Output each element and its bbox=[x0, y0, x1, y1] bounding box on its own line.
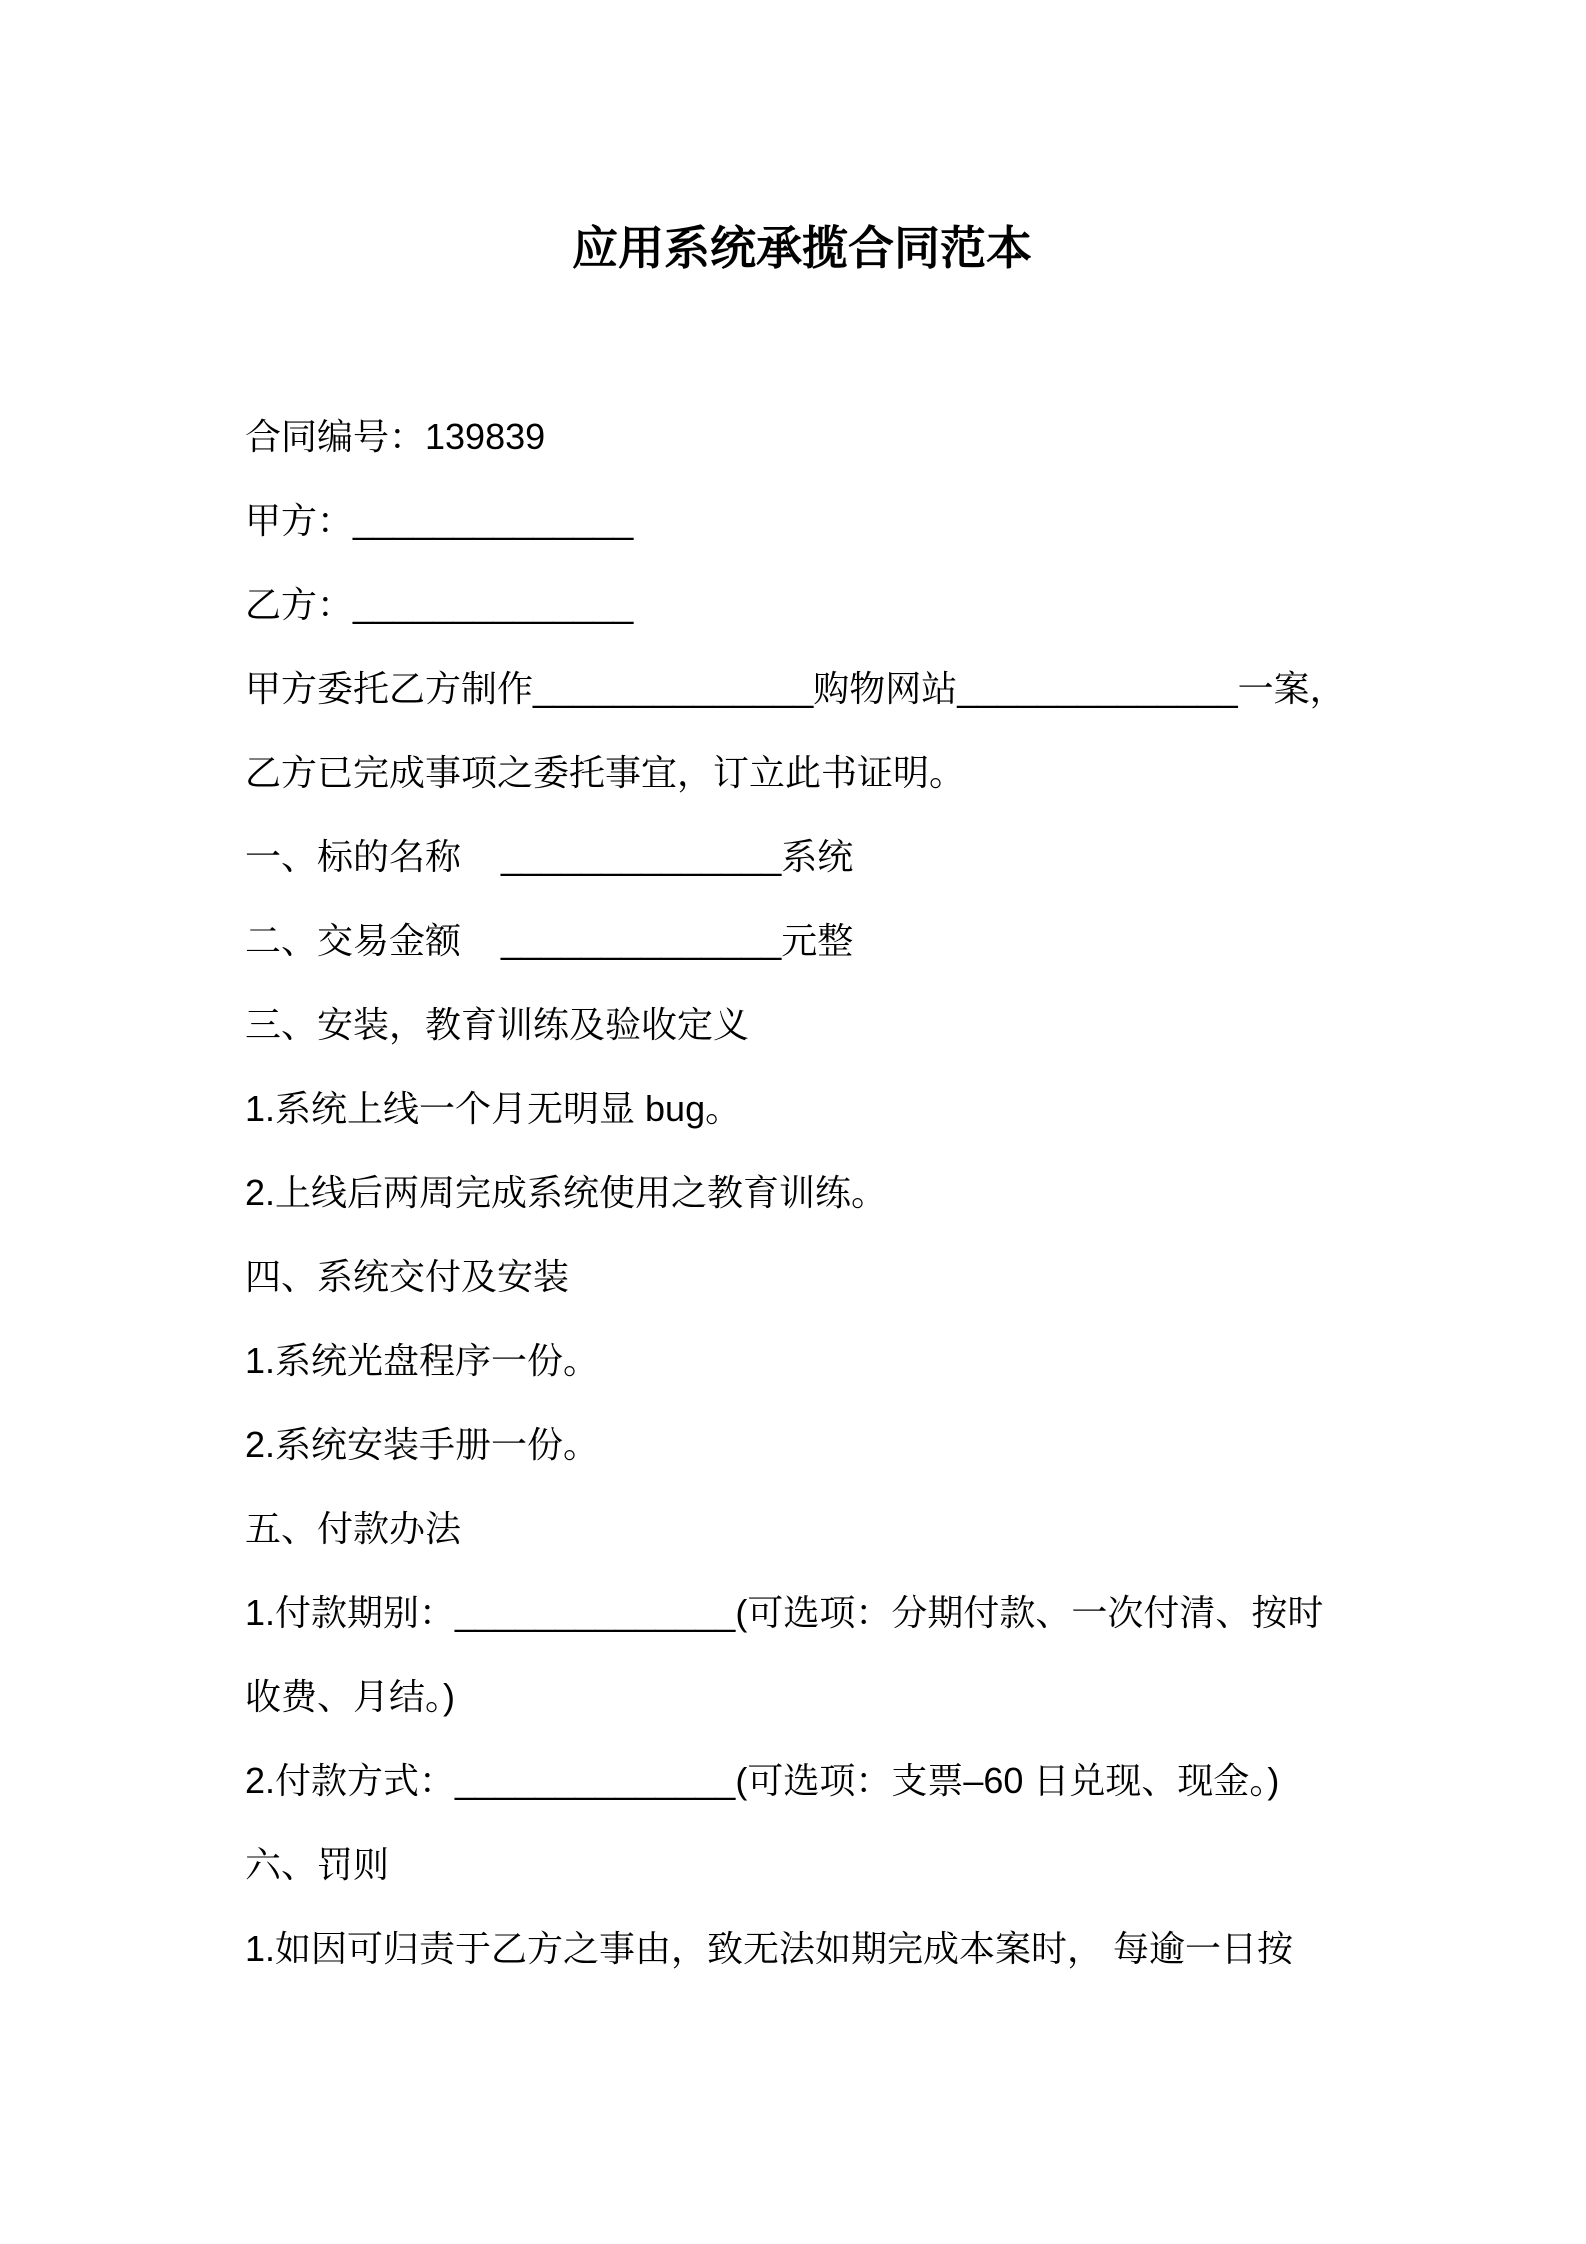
section-5-item-1-continued: 收费、月结。) bbox=[245, 1676, 455, 1717]
section-2-heading: 二、交易金额 ______________元整 bbox=[245, 920, 854, 961]
section-3-item-1: 1.系统上线一个月无明显 bug。 bbox=[245, 1088, 742, 1129]
section-5-item-1: 1.付款期别：______________(可选项：分期付款、一次付清、按时 bbox=[245, 1592, 1324, 1633]
preamble-line-2: 乙方已完成事项之委托事宜，订立此书证明。 bbox=[245, 752, 966, 793]
section-3-heading: 三、安装，教育训练及验收定义 bbox=[245, 1004, 750, 1045]
section-6-heading: 六、罚则 bbox=[245, 1844, 390, 1885]
section-4-item-1: 1.系统光盘程序一份。 bbox=[245, 1340, 600, 1381]
section-1-heading: 一、标的名称 ______________系统 bbox=[245, 836, 854, 877]
section-5-heading: 五、付款办法 bbox=[245, 1508, 462, 1549]
document-body bbox=[245, 395, 1445, 1991]
section-3-item-2: 2.上线后两周完成系统使用之教育训练。 bbox=[245, 1172, 888, 1213]
party-b: 乙方：______________ bbox=[245, 584, 634, 625]
section-4-item-2: 2.系统安装手册一份。 bbox=[245, 1424, 600, 1465]
preamble-line-1: 甲方委托乙方制作______________购物网站______________一案， bbox=[245, 668, 1346, 709]
contract-number: 合同编号：139839 bbox=[245, 416, 546, 457]
document-title: 应用系统承揽合同范本 bbox=[572, 222, 1032, 274]
section-4-heading: 四、系统交付及安装 bbox=[245, 1256, 570, 1297]
section-5-item-2: 2.付款方式：______________(可选项：支票–60 日兑现、现金。) bbox=[245, 1760, 1280, 1801]
party-a: 甲方：______________ bbox=[245, 500, 634, 541]
section-6-item-1: 1.如因可归责于乙方之事由，致无法如期完成本案时， 每逾一日按 bbox=[245, 1928, 1294, 1969]
